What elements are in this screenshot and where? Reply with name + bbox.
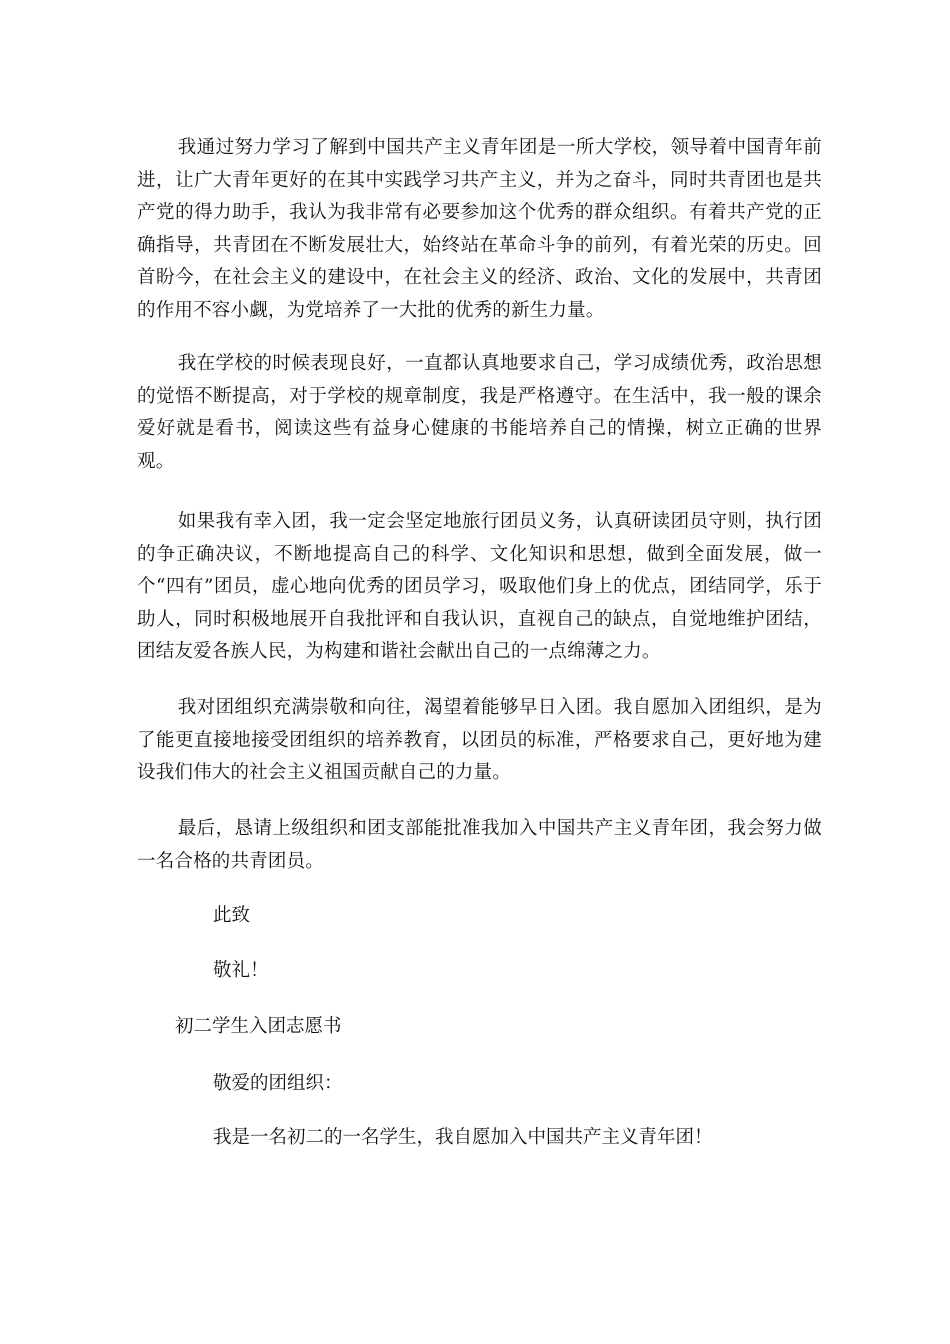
body-paragraph-3: 如果我有幸入团，我一定会坚定地旅行团员义务，认真研读团员守则，执行团的争正确决议，不断地提高自己的科学、文化知识和思想，做到全面发展，做一个“四有”团员，虚心地向优秀的团员学习，吸取他们身上的优点，团结同学，乐于助人，同时积极地展开自我批评和自我认识，直视自己的缺点，自觉地维护团结，团结友爱各族人民，为构建和谐社会献出自己的一点绵薄之力。 [137,511,822,662]
closing-line-1: 此致 [213,905,251,926]
closing-line-2: 敬礼！ [213,960,269,981]
salutation: 敬爱的团组织： [213,1073,343,1094]
body-paragraph-5: 最后，恳请上级组织和团支部能批准我加入中国共产主义青年团，我会努力做一名合格的共青团员。 [137,818,822,872]
opening-line: 我是一名初二的一名学生，我自愿加入中国共产主义青年团！ [213,1127,713,1148]
body-paragraph-1: 我通过努力学习了解到中国共产主义青年团是一所大学校，领导着中国青年前进，让广大青年更好的在其中实践学习共产主义，并为之奋斗，同时共青团也是共产党的得力助手，我认为我非常有必要参加这个优秀的群众组织。有着共产党的正确指导，共青团在不断发展壮大，始终站在革命斗争的前列，有着光荣的历史。回首盼今，在社会主义的建设中，在社会主义的经济、政治、文化的发展中，共青团的作用不容小觑，为党培养了一大批的优秀的新生力量。 [137,137,822,321]
body-paragraph-2: 我在学校的时候表现良好，一直都认真地要求自己，学习成绩优秀，政治思想的觉悟不断提高，对于学校的规章制度，我是严格遵守。在生活中，我一般的课余爱好就是看书，阅读这些有益身心健康的书能培养自己的情操，树立正确的世界观。 [137,353,822,472]
second-letter-title: 初二学生入团志愿书 [175,1016,342,1037]
body-paragraph-4: 我对团组织充满崇敬和向往，渴望着能够早日入团。我自愿加入团组织，是为了能更直接地接受团组织的培养教育，以团员的标准，严格要求自己，更好地为建设我们伟大的社会主义祖国贡献自己的力量。 [137,697,822,783]
